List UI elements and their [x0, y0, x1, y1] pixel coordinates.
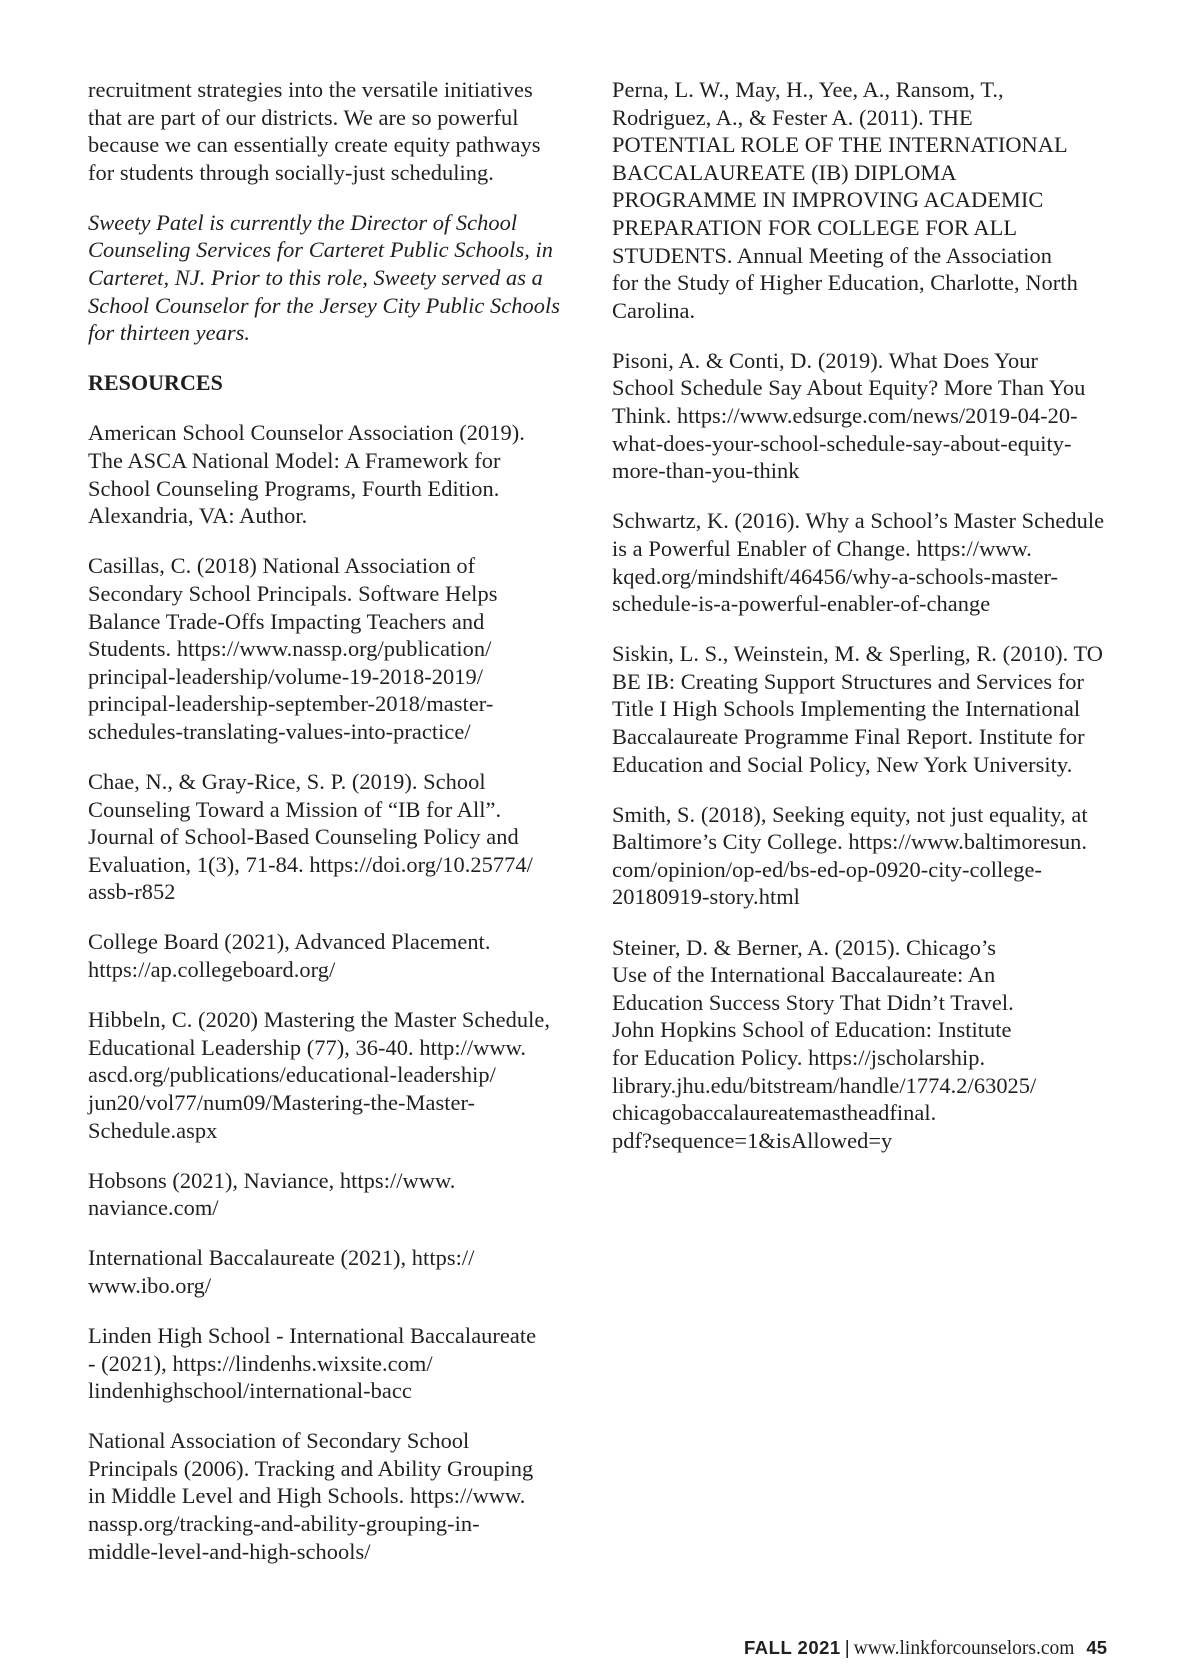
reference-entry: International Baccalaureate (2021), https:// www.ibo.org/ [88, 1245, 475, 1298]
reference-entry: National Association of Secondary School Principals (2006). Tracking and Ability Grouping in Middle Level and High Schools. https://www. nassp.org/tracking-and-ability-grouping-in- middle-level-and-high-schools/ [88, 1428, 534, 1564]
page-footer [744, 1636, 1107, 1661]
footer-separator: | [844, 1638, 850, 1659]
reference-entry: Casillas, C. (2018) National Association of Secondary School Principals. Software Helps Balance Trade-Offs Impacting Teachers and Students. https://www.nassp.org/publication/ principal-leadership/volume-19-2018-2019/ principal-leadership-september-2018/master- schedules-translating-values-into-practice/ [88, 553, 498, 744]
page-number: 45 [1086, 1637, 1107, 1658]
reference-entry: Perna, L. W., May, H., Yee, A., Ransom, T., Rodriguez, A., & Fester A. (2011). THE POTENTIAL ROLE OF THE INTERNATIONAL BACCALAUREATE (IB) DIPLOMA PROGRAMME IN IMPROVING ACADEMIC PREPARATION FOR COLLEGE FOR ALL STUDENTS. Annual Meeting of the Association for the Study of Higher Education, Charlotte, North Carolina. [612, 77, 1078, 323]
reference-entry: Schwartz, K. (2016). Why a School’s Master Schedule is a Powerful Enabler of Change. https://www. kqed.org/mindshift/46456/why-a-schools-master- schedule-is-a-powerful-enabler-of-change [612, 508, 1105, 617]
left-column [88, 76, 580, 1588]
resources-heading: RESOURCES [88, 370, 223, 396]
intro-paragraph: recruitment strategies into the versatile initiatives that are part of our districts. We are so powerful because we can essentially create equity pathways for students through socially-just scheduling. [88, 77, 541, 185]
reference-entry: Linden High School - International Baccalaureate - (2021), https://lindenhs.wixsite.com/ lindenhighschool/international-bacc [88, 1322, 537, 1404]
reference-entry: Steiner, D. & Berner, A. (2015). Chicago’s Use of the International Baccalaureate: An Education Success Story That Didn’t Travel. John Hopkins School of Education: Institute for Education Policy. https://jscholarship. library.jhu.edu/bitstream/handle/1774.2/63025/ chicagobaccalaureatemastheadfinal. pdf?sequence=1&isAllowed=y [612, 934, 1037, 1153]
footer-website: www.linkforcounselors.com [853, 1638, 1075, 1659]
reference-entry: American School Counselor Association (2019). The ASCA National Model: A Framework for School Counseling Programs, Fourth Edition. Alexandria, VA: Author. [88, 420, 525, 529]
right-column [612, 76, 1120, 1177]
reference-entry: Pisoni, A. & Conti, D. (2019). What Does Your School Schedule Say About Equity? More Than You Think. https://www.edsurge.com/news/2019-04-20- what-does-your-school-schedule-say-about-equity- more-than-you-think [612, 347, 1086, 484]
author-bio: Sweety Patel is currently the Director of School Counseling Services for Carteret Public Schools, in Carteret, NJ. Prior to this role, Sweety served as a School Counselor for the Jersey City Public Schools for thirteen years. [88, 209, 561, 346]
footer-season: FALL 2021 [744, 1637, 841, 1658]
reference-entry: College Board (2021), Advanced Placement. https://ap.collegeboard.org/ [88, 929, 491, 983]
reference-entry: Chae, N., & Gray-Rice, S. P. (2019). School Counseling Toward a Mission of “IB for All”. Journal of School-Based Counseling Policy and Evaluation, 1(3), 71-84. https://doi.org/10.25774/ assb-r852 [88, 768, 533, 905]
reference-entry: Hibbeln, C. (2020) Mastering the Master Schedule, Educational Leadership (77), 36-40. http://www. ascd.org/publications/educational-leadership/ jun20/vol77/num09/Mastering-the-Master- Schedule.aspx [88, 1007, 550, 1143]
reference-entry: Hobsons (2021), Naviance, https://www. naviance.com/ [88, 1167, 456, 1221]
reference-entry: Smith, S. (2018), Seeking equity, not just equality, at Baltimore’s City College. https://www.baltimoresun. com/opinion/op-ed/bs-ed-op-0920-city-college- 20180919-story.html [612, 801, 1088, 910]
reference-entry: Siskin, L. S., Weinstein, M. & Sperling, R. (2010). TO BE IB: Creating Support Structures and Services for Title I High Schools Implementing the International Baccalaureate Programme Final Report. Institute for Education and Social Policy, New York University. [612, 641, 1104, 777]
